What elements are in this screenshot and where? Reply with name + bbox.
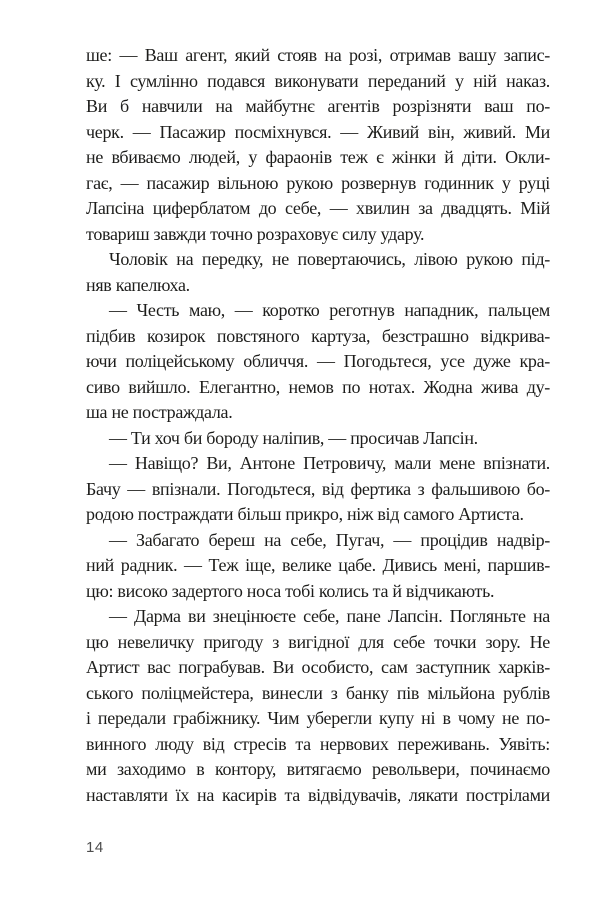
text-line: ючи поліцейському обличчя. — Погодьтеся, усе дуже кра- [86,351,550,371]
text-line: товариш завжди точно розраховує силу удару. [86,223,425,244]
text-line: — Честь маю, — коротко реготнув нападник, пальцем [109,300,550,320]
text-line: цю невеличку пригоду з вигідної для себе точки зору. Не [86,631,550,652]
text-line: ку. І сумлінно подався виконувати переданий у ній наказ. [86,70,550,91]
paragraph [86,528,550,605]
paragraph [86,426,550,452]
text-line: — Навіщо? Ви, Антоне Петровичу, мали мене впізнати. [109,453,550,473]
text-line: Чоловік на передку, не повертаючись, лівою рукою під- [109,249,550,269]
text-line: і передали грабіжнику. Чим уберегли купу ні в чому не по- [86,708,550,728]
text-block [86,43,550,808]
text-line: не вбиваємо людей, у фараонів теж є жінки й діти. Окли- [86,147,550,167]
text-line: ми заходимо в контору, витягаємо револьвери, починаємо [86,759,550,779]
text-line: Артист вас пограбував. Ви особисто, сам заступник харків- [86,657,550,677]
page-number: 14 [86,839,104,856]
paragraph [86,604,550,808]
text-line: ша не постраждала. [86,402,233,422]
text-line: Лапсіна циферблатом до себе, — хвилин за двадцять. Мій [86,198,550,218]
text-line: няв капелюха. [86,274,190,295]
text-line: черк. — Пасажир посміхнувся. — Живий він, живий. Ми [86,121,550,142]
text-line: сиво вийшло. Елегантно, немов по нотах. Жодна жива ду- [86,376,550,397]
text-line: ського поліцмейстера, винесли з банку пів мільйона рублів [86,682,550,703]
text-line: Ви б навчили на майбутнє агентів розрізняти ваш по- [86,96,550,116]
text-line: винного люду від стресів та нервових переживань. Уявіть: [86,733,550,754]
text-line: ний радник. — Теж іще, велике цабе. Дивись мені, паршив- [86,555,550,575]
text-line: підбив козирок повстяного картуза, безстрашно відкрива- [86,325,550,346]
text-line: наставляти їх на касирів та відвідувачів, лякати пострілами [86,784,550,805]
text-line: цю: високо задертого носа тобі колись та й відчикають. [86,580,495,601]
paragraph [86,298,550,426]
text-line: ше: — Ваш агент, який стояв на розі, отримав вашу запис- [86,45,550,65]
text-line: — Ти хоч би бороду наліпив, — просичав Лапсін. [109,427,478,448]
text-line: гає, — пасажир вільною рукою розвернув годинник у руці [86,172,550,193]
text-line: — Забагато береш на себе, Пугач, — процідив надвір- [109,529,550,550]
text-line: Бачу — впізнали. Погодьтеся, від фертика з фальшивою бо- [86,478,550,499]
text-line: родою постраждати більш прикро, ніж від самого Артиста. [86,504,524,524]
paragraph [86,451,550,528]
paragraph [86,247,550,298]
paragraph [86,43,550,247]
text-line: — Дарма ви знецінюєте себе, пане Лапсін. Погляньте на [109,606,550,626]
